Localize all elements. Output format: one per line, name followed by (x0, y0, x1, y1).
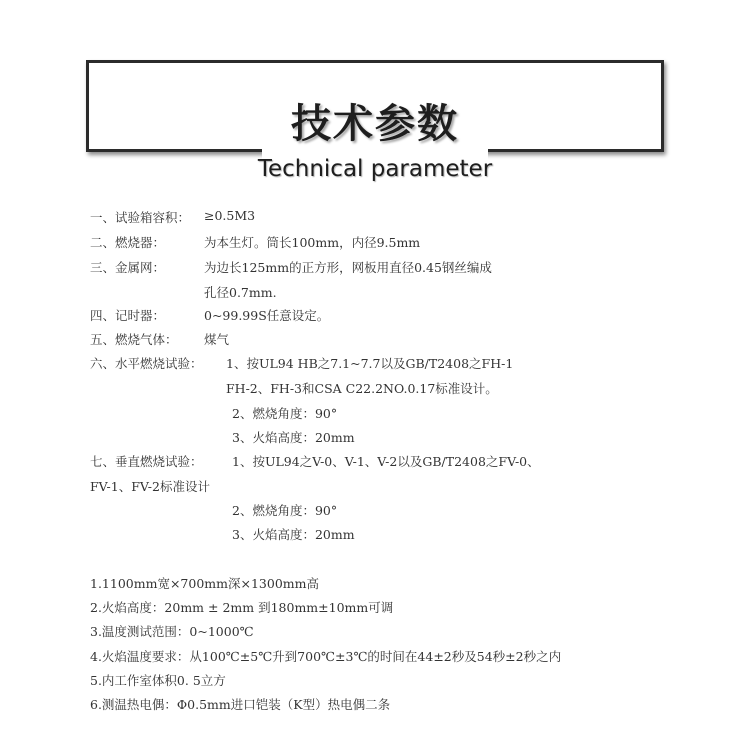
feature-flame-height: 2.火焰高度：20mm ± 2mm 到180mm±10mm可调 (90, 600, 394, 615)
spec-label-gas: 五、燃烧气体： (90, 332, 178, 347)
page-subtitle: Technical parameter (257, 156, 493, 182)
spec-value-horizontal-angle: 2、燃烧角度：90° (232, 406, 338, 421)
spec-label-timer: 四、记时器： (90, 308, 166, 323)
spec-value-vertical: 1、按UL94之V-0、V-1、V-2以及GB/T2408之FV-0、 (232, 454, 540, 469)
feature-chamber-volume: 5.内工作室体积0. 5立方 (90, 673, 226, 688)
spec-label-volume: 一、试验箱容积： (90, 210, 191, 225)
spec-value-burner: 为本生灯。筒长100mm，内径9.5mm (204, 235, 421, 250)
feature-temp-range: 3.温度测试范围：0~1000℃ (90, 624, 254, 639)
feature-flame-temp: 4.火焰温度要求：从100℃±5℃升到700℃±3℃的时间在44±2秒及54秒±2秒之内 (90, 649, 562, 664)
feature-dimensions: 1.1100mm宽×700mm深×1300mm高 (90, 576, 319, 591)
spec-value-volume: ≥0.5M3 (204, 208, 256, 223)
spec-label-vertical: 七、垂直燃烧试验： (90, 454, 203, 469)
spec-label-horizontal: 六、水平燃烧试验： (90, 356, 203, 371)
spec-value-mesh-cont: 孔径0.7mm. (204, 285, 277, 300)
spec-value-mesh: 为边长125mm的正方形，网板用直径0.45钢丝编成 (204, 260, 492, 275)
spec-value-horizontal-height: 3、火焰高度：20mm (232, 430, 355, 445)
spec-value-gas: 煤气 (204, 332, 230, 347)
page-title: 技术参数 (291, 101, 459, 147)
spec-value-vertical-height: 3、火焰高度：20mm (232, 527, 355, 542)
spec-label-mesh: 三、金属网： (90, 260, 166, 275)
feature-thermocouple: 6.测温热电偶：Φ0.5mm进口铠装（K型）热电偶二条 (90, 697, 391, 712)
spec-value-vertical-cont: FV-1、FV-2标准设计 (90, 479, 210, 494)
spec-value-timer: 0~99.99S任意设定。 (204, 308, 330, 323)
spec-label-burner: 二、燃烧器： (90, 235, 166, 250)
spec-value-vertical-angle: 2、燃烧角度：90° (232, 503, 338, 518)
spec-value-horizontal: 1、按UL94 HB之7.1~7.7以及GB/T2408之FH-1 (226, 356, 514, 371)
spec-value-horizontal-cont: FH-2、FH-3和CSA C22.2NO.0.17标准设计。 (226, 381, 498, 396)
